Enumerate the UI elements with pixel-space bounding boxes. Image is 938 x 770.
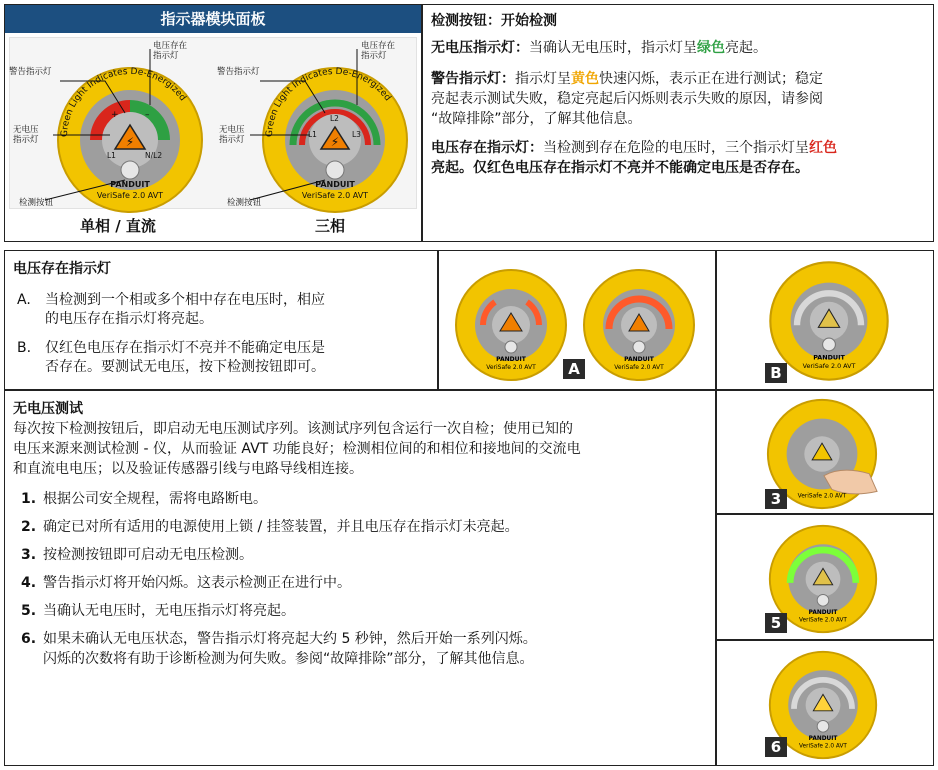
- svg-text:⚡: ⚡: [125, 135, 135, 149]
- test-intro: 每次按下检测按钮后，即启动无电压测试序列。该测试序列包含运行一次自检；使用已知的 电压来源来测试检测 - 仪，从而验证 AVT 功能良好；检测相位间的和相位和接地间的交流电 和直流电电压；以及验证传感器引线与电路导线相连接。: [13, 421, 581, 477]
- model-label: VeriSafe 2.0 AVT: [799, 743, 847, 750]
- indicator-panel: [4, 4, 422, 242]
- tag-3: 3: [765, 489, 787, 509]
- device-red-three-image: [579, 265, 699, 385]
- image-6-panel: [716, 640, 934, 766]
- test-button-line: 检测按钮：开始检测: [431, 13, 557, 29]
- step-6: 6. 如果未确认无电压状态，警告指示灯将亮起大约 5 秒钟，然后开始一系列闪烁。 闪烁的次数将有助于诊断检测为何失败。参阅“故障排除”部分，了解其他信息。: [21, 631, 537, 667]
- device-red-single-image: [451, 265, 571, 385]
- model-label: VeriSafe 2.0 AVT: [486, 364, 536, 371]
- step-3: 3. 按检测按钮即可启动无电压检测。: [21, 547, 253, 563]
- label-l1: L1: [308, 130, 317, 139]
- no-voltage-desc: 无电压指示灯：当确认无电压时，指示灯呈绿色亮起。: [431, 40, 767, 56]
- no-voltage-test-section: [4, 390, 716, 766]
- label-minus: –: [145, 110, 150, 120]
- label-test-button: 检测按钮: [19, 198, 54, 208]
- ring-text: Green Light Indicates De-Energized: [59, 66, 188, 138]
- image-b-panel: [716, 250, 934, 390]
- label-voltage-present: 电压存在 指示灯: [153, 41, 188, 61]
- legend-panel: [422, 4, 934, 242]
- brand-label: PANDUIT: [110, 180, 150, 189]
- brand-label: PANDUIT: [808, 609, 838, 616]
- label-warning: 警告指示灯: [217, 67, 260, 77]
- voltage-present-desc: 电压存在指示灯：当检测到存在危险的电压时，三个指示灯呈红色 亮起。仅红色电压存在指示灯不亮并不能确定电压是否存在。: [431, 140, 837, 176]
- brand-label: PANDUIT: [813, 353, 845, 362]
- brand-label: PANDUIT: [496, 356, 526, 363]
- voltage-section-title: 电压存在指示灯: [13, 261, 111, 277]
- ring-text: Green Light Indicates De-Energized: [264, 66, 393, 138]
- model-label: VeriSafe 2.0 AVT: [301, 191, 369, 200]
- step-2: 2. 确定已对所有适用的电源使用上锁 / 挂签装置，并且电压存在指示灯未亮起。: [21, 519, 519, 535]
- voltage-item-a: A. 当检测到一个相或多个相中存在电压时，相应 的电压存在指示灯将亮起。: [17, 292, 325, 327]
- label-plus: +: [111, 110, 119, 120]
- label-warning: 警告指示灯: [9, 67, 52, 77]
- tag-5: 5: [765, 613, 787, 633]
- panel-title: 指示器模块面板: [5, 5, 421, 33]
- label-l2: L2: [330, 114, 339, 123]
- model-label: VeriSafe 2.0 AVT: [96, 191, 164, 200]
- svg-text:⚡: ⚡: [330, 135, 340, 149]
- warning-desc: 警告指示灯：指示灯呈黄色快速闪烁，表示正在进行测试；稳定 亮起表示测试失败，稳定亮起后闪烁则表示失败的原因，请参阅 “故障排除”部分，了解其他信息。: [431, 71, 823, 127]
- brand-label: PANDUIT: [624, 356, 654, 363]
- three-phase-caption: 三相: [315, 217, 346, 235]
- step-5: 5. 当确认无电压时，无电压指示灯将亮起。: [21, 603, 295, 619]
- model-label: VeriSafe 2.0 AVT: [797, 493, 847, 500]
- label-no-voltage: 无电压 指示灯: [219, 125, 245, 145]
- label-no-voltage: 无电压 指示灯: [13, 125, 39, 145]
- label-nl2: N/L2: [145, 151, 163, 160]
- label-l3: L3: [352, 130, 361, 139]
- step-1: 1. 根据公司安全规程，需将电路断电。: [21, 491, 267, 507]
- tag-a: A: [563, 359, 585, 379]
- voltage-present-section: [4, 250, 438, 390]
- model-label: VeriSafe 2.0 AVT: [799, 617, 847, 624]
- image-a-panel: [438, 250, 716, 390]
- tag-6: 6: [765, 737, 787, 757]
- step-4: 4. 警告指示灯将开始闪烁。这表示检测正在进行中。: [21, 575, 351, 591]
- image-3-panel: [716, 390, 934, 514]
- brand-label: PANDUIT: [808, 735, 838, 742]
- model-label: VeriSafe 2.0 AVT: [802, 361, 856, 370]
- image-5-panel: [716, 514, 934, 640]
- model-label: VeriSafe 2.0 AVT: [614, 364, 664, 371]
- voltage-item-b: B. 仅红色电压存在指示灯不亮并不能确定电压是 否存在。要测试无电压，按下检测按钮即可。: [17, 340, 325, 375]
- tag-b: B: [765, 363, 787, 383]
- label-l1: L1: [107, 151, 116, 160]
- single-phase-caption: 单相 / 直流: [80, 217, 156, 235]
- test-section-title: 无电压测试: [13, 401, 83, 417]
- brand-label: PANDUIT: [315, 180, 355, 189]
- label-test-button: 检测按钮: [227, 198, 262, 208]
- label-voltage-present: 电压存在 指示灯: [361, 41, 396, 61]
